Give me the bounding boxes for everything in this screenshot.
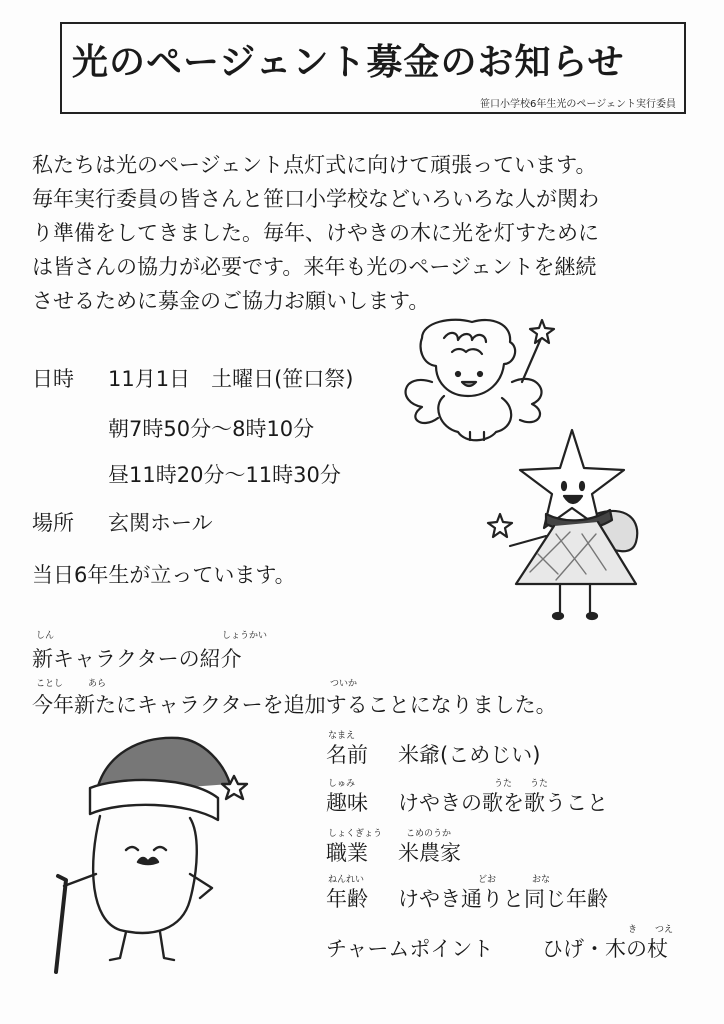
place-label: 場所 xyxy=(32,511,74,535)
profile-ruby: うた うた xyxy=(494,779,549,789)
date-label: 日時 xyxy=(32,367,74,391)
profile-ruby: ねんれい xyxy=(328,875,365,885)
time-noon: 昼11時20分～11時30分 xyxy=(108,463,341,487)
profile-row-age xyxy=(326,884,608,914)
new-character-announcement: 今年新たにキャラクターを追加することになりました。 xyxy=(32,693,557,717)
intro-line: り準備をしてきました。毎年、けやきの木に光を灯すために xyxy=(32,221,599,245)
ruby-shoukai: しょうかい xyxy=(222,631,268,641)
profile-value: 米爺(こめじい) xyxy=(398,743,541,767)
komejii-illustration xyxy=(40,724,250,974)
profile-ruby: なまえ xyxy=(328,731,356,741)
star-fairy-illustration xyxy=(486,424,648,624)
place-value: 玄関ホール xyxy=(108,511,213,535)
time-morning: 朝7時50分～8時10分 xyxy=(108,417,315,441)
standing-note: 当日6年生が立っています。 xyxy=(32,563,296,587)
profile-label: 職業 xyxy=(326,841,368,865)
ruby-kotoshi: ことし xyxy=(36,679,64,689)
profile-ruby: き つえ xyxy=(628,925,674,935)
title-box xyxy=(60,22,686,114)
profile-row-charm xyxy=(326,934,668,964)
profile-ruby: どお おな xyxy=(478,875,551,885)
profile-ruby: しょくぎょう xyxy=(328,829,383,839)
profile-label: 名前 xyxy=(326,743,368,767)
intro-line: 私たちは光のページェント点灯式に向けて頑張っています。 xyxy=(32,153,597,177)
profile-label: 趣味 xyxy=(326,791,368,815)
profile-value: けやきの歌を歌うこと xyxy=(398,791,608,815)
date-value: 11月1日 土曜日(笹口祭) xyxy=(108,367,354,391)
ruby-arata: あら xyxy=(88,679,107,689)
date-row xyxy=(32,364,353,394)
profile-value: ひげ・木の杖 xyxy=(542,937,668,961)
profile-row-job xyxy=(326,838,461,868)
committee-name: 笹口小学校6年生光のページェント実行委員 xyxy=(480,99,676,110)
intro-line: は皆さんの協力が必要です。来年も光のページェントを継続 xyxy=(32,255,597,279)
profile-ruby: こめのうか xyxy=(406,829,452,839)
place-row xyxy=(32,508,213,538)
intro-line: 毎年実行委員の皆さんと笹口小学校などいろいろな人が関わ xyxy=(32,187,599,211)
profile-row-hobby xyxy=(326,788,608,818)
ruby-shin: しん xyxy=(36,631,55,641)
profile-value: 米農家 xyxy=(398,841,461,865)
intro-paragraph xyxy=(32,148,702,318)
profile-value: けやき通りと同じ年齢 xyxy=(398,887,608,911)
profile-row-name xyxy=(326,740,540,770)
profile-label: チャームポイント xyxy=(326,937,494,961)
page-title: 光のページェント募金のお知らせ xyxy=(72,42,625,83)
ruby-tsuika: ついか xyxy=(330,679,358,689)
intro-line: させるために募金のご協力お願いします。 xyxy=(32,289,430,313)
profile-ruby: しゅみ xyxy=(328,779,356,789)
new-character-heading: 新キャラクターの紹介 xyxy=(32,647,242,671)
profile-label: 年齢 xyxy=(326,887,368,911)
